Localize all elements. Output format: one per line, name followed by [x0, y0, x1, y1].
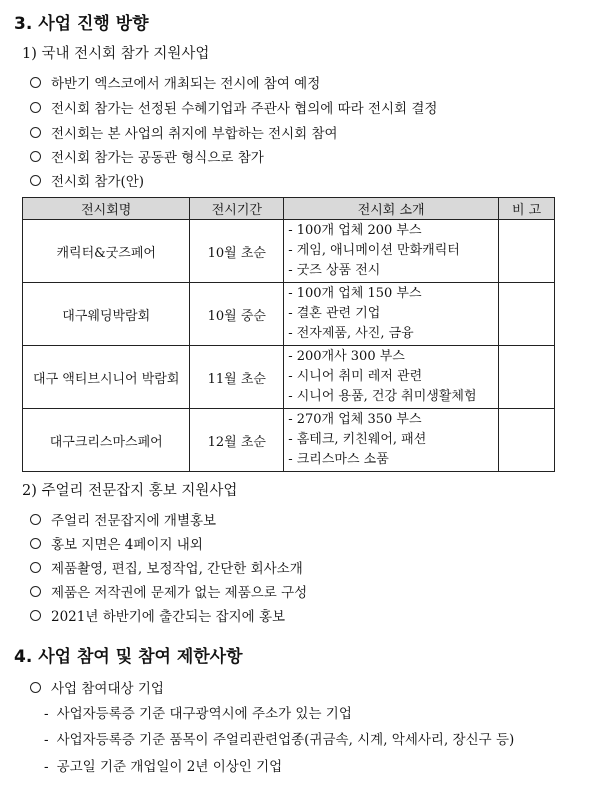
- bullet-item: 제품촬영, 편집, 보정작업, 간단한 회사소개: [30, 557, 303, 577]
- exhibition-name: 대구 액티브시니어 박람회: [23, 346, 190, 409]
- bullet-item: 주얼리 전문잡지에 개별홍보: [30, 509, 216, 529]
- exhibition-table: [22, 197, 555, 472]
- dash-item: - 공고일 기준 개업일이 2년 이상인 기업: [44, 759, 283, 775]
- circle-bullet-icon: [30, 538, 41, 549]
- section-3-heading: 3. 사업 진행 방향: [14, 14, 149, 34]
- exhibition-description: - 270개 업체 350 부스 - 홈테크, 키친웨어, 패션 - 크리스마스 소품: [284, 409, 499, 472]
- circle-bullet-icon: [30, 151, 41, 162]
- circle-bullet-icon: [30, 682, 41, 693]
- dash-item: - 사업자등록증 기준 품목이 주얼리관련업종(귀금속, 시계, 악세사리, 장신구 등): [44, 732, 515, 748]
- exhibition-period: 11월 초순: [190, 346, 284, 409]
- exhibition-note: [499, 283, 555, 346]
- table-header-row: [23, 198, 555, 220]
- table-row: [23, 409, 555, 472]
- column-header: 전시회명: [23, 198, 190, 220]
- exhibition-period: 10월 초순: [190, 220, 284, 283]
- exhibition-name: 대구크리스마스페어: [23, 409, 190, 472]
- column-header: 전시회 소개: [284, 198, 499, 220]
- circle-bullet-icon: [30, 514, 41, 525]
- bullet-item: 전시회 참가는 선정된 수혜기업과 주관사 협의에 따라 전시회 결정: [30, 97, 437, 117]
- bullet-item: 하반기 엑스코에서 개최되는 전시에 참여 예정: [30, 72, 320, 92]
- table-row: [23, 346, 555, 409]
- bullet-item: 사업 참여대상 기업: [30, 677, 164, 697]
- exhibition-name: 대구웨딩박람회: [23, 283, 190, 346]
- section-4-heading: 4. 사업 참여 및 참여 제한사항: [14, 647, 243, 667]
- exhibition-period: 12월 초순: [190, 409, 284, 472]
- subsection-2-heading: 2) 주얼리 전문잡지 홍보 지원사업: [22, 483, 238, 499]
- bullet-item: 제품은 저작권에 문제가 없는 제품으로 구성: [30, 581, 307, 601]
- circle-bullet-icon: [30, 77, 41, 88]
- bullet-item: 전시회 참가(안): [30, 170, 144, 190]
- bullet-item: 홍보 지면은 4페이지 내외: [30, 533, 203, 553]
- exhibition-note: [499, 409, 555, 472]
- circle-bullet-icon: [30, 610, 41, 621]
- exhibition-description: - 100개 업체 200 부스 - 게임, 애니메이션 만화캐릭터 - 굿즈 상품 전시: [284, 220, 499, 283]
- bullet-item: 2021년 하반기에 출간되는 잡지에 홍보: [30, 605, 285, 625]
- bullet-item: 전시회 참가는 공동관 형식으로 참가: [30, 146, 264, 166]
- exhibition-period: 10월 중순: [190, 283, 284, 346]
- column-header: 전시기간: [190, 198, 284, 220]
- exhibition-name: 캐릭터&굿즈페어: [23, 220, 190, 283]
- table-row: [23, 283, 555, 346]
- dash-item: - 사업자등록증 기준 대구광역시에 주소가 있는 기업: [44, 706, 352, 722]
- circle-bullet-icon: [30, 175, 41, 186]
- circle-bullet-icon: [30, 586, 41, 597]
- circle-bullet-icon: [30, 127, 41, 138]
- exhibition-note: [499, 346, 555, 409]
- column-header: 비 고: [499, 198, 555, 220]
- exhibition-note: [499, 220, 555, 283]
- exhibition-description: - 100개 업체 150 부스 - 결혼 관련 기업 - 전자제품, 사진, 금융: [284, 283, 499, 346]
- exhibition-description: - 200개사 300 부스 - 시니어 취미 레저 관련 - 시니어 용품, 건강 취미생활체험: [284, 346, 499, 409]
- bullet-item: 전시회는 본 사업의 취지에 부합하는 전시회 참여: [30, 122, 338, 142]
- circle-bullet-icon: [30, 102, 41, 113]
- circle-bullet-icon: [30, 562, 41, 573]
- subsection-1-heading: 1) 국내 전시회 참가 지원사업: [22, 46, 210, 62]
- table-row: [23, 220, 555, 283]
